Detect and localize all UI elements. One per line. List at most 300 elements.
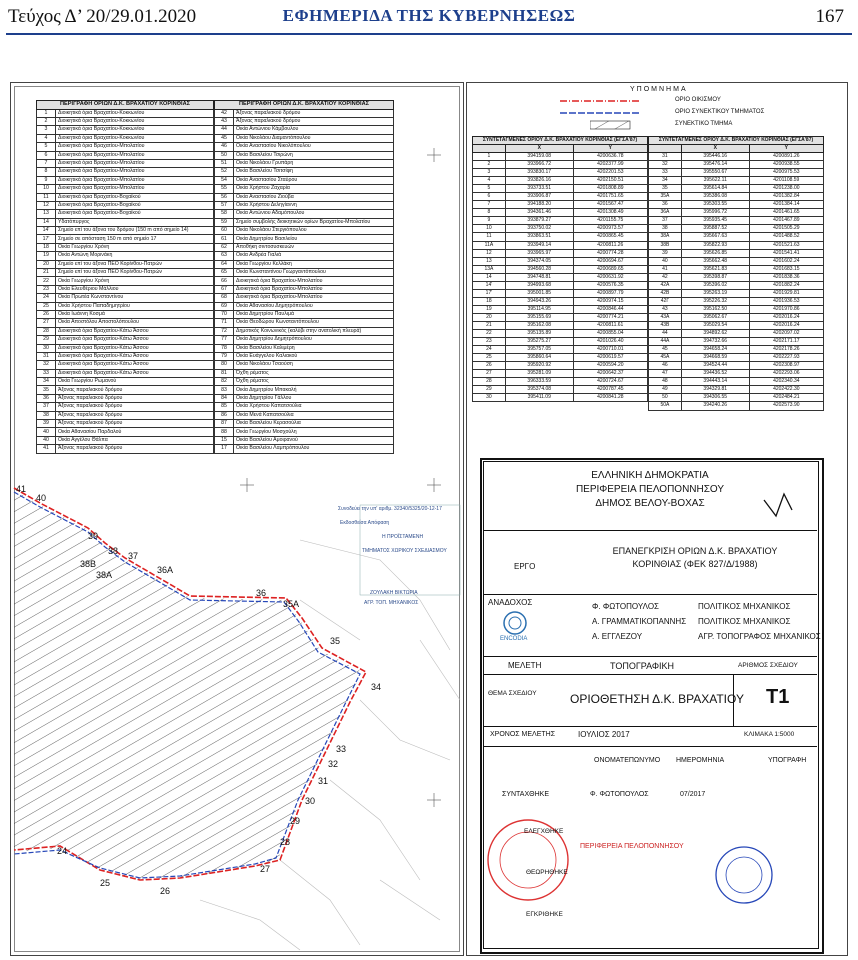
table-row <box>215 109 394 117</box>
table-cell: 395062.67 <box>681 313 749 321</box>
table-cell: 61 <box>215 235 234 243</box>
table-cell: 4201838.36 <box>749 273 823 281</box>
table-row <box>37 210 214 218</box>
table-row <box>473 354 648 362</box>
table-cell: 18 <box>37 243 56 251</box>
table-row <box>37 319 214 327</box>
table-cell: 22 <box>473 330 506 338</box>
table-cell: 27 <box>37 319 56 327</box>
table-cell: Δημοτικός Κοινωνικός (καλύβι στην ανατολική πλευρά) <box>234 327 394 335</box>
table-cell: 4200710.01 <box>573 346 647 354</box>
table-row <box>473 201 648 209</box>
table-cell: 395275.27 <box>505 338 573 346</box>
table-row <box>37 269 214 277</box>
table-cell: 13A <box>473 265 506 273</box>
table-row <box>215 420 394 428</box>
table-row <box>215 294 394 302</box>
table-cell: 4202227.93 <box>749 354 823 362</box>
table-cell: 394524.44 <box>681 362 749 370</box>
table-row <box>215 143 394 151</box>
annotation-line: Εκδοσθείσα Απόφαση <box>340 520 390 526</box>
table-row <box>649 321 824 329</box>
table-row <box>37 185 214 193</box>
table-row <box>215 411 394 419</box>
table-cell: 4200619.57 <box>573 354 647 362</box>
table-cell: 4200631.92 <box>573 273 647 281</box>
table-cell: 1 <box>37 109 56 117</box>
table-row <box>37 126 214 134</box>
table-row <box>649 217 824 225</box>
map-point-label: 36A <box>157 565 174 575</box>
table-cell: 62 <box>215 243 234 251</box>
table-row <box>649 161 824 169</box>
table-cell: Άξονας παραλιακού δρόμου <box>56 394 214 402</box>
table-row <box>215 168 394 176</box>
table-cell: 395476.14 <box>681 161 749 169</box>
table-cell: 40 <box>37 428 56 436</box>
table-row <box>215 319 394 327</box>
table-cell: 4201936.53 <box>749 297 823 305</box>
table-cell: Διοικητικά όρια Βραχατίου-Κάτω Άσσου <box>56 327 214 335</box>
table-cell: 393830.17 <box>505 169 573 177</box>
divider <box>483 726 817 727</box>
table-row <box>37 436 214 444</box>
encodia-logo-icon <box>500 610 530 636</box>
table-row <box>649 402 824 410</box>
table-row <box>37 420 214 428</box>
table-row <box>649 378 824 386</box>
table-cell: Οικία Δημητρίου Παυλιμά <box>234 310 394 318</box>
table-row <box>37 252 214 260</box>
table-cell: Οικία Ελευθέριου Μάλλιου <box>56 285 214 293</box>
table-row <box>649 289 824 297</box>
table-cell: 7 <box>37 159 56 167</box>
table-cell: 4201683.15 <box>749 265 823 273</box>
table-cell: Οικία Βασιλείου Αμοιρανού <box>234 436 394 444</box>
table-row <box>473 169 648 177</box>
table-cell: 51 <box>215 159 234 167</box>
table-cell: 82 <box>215 378 234 386</box>
col-sign-header: ΥΠΟΓΡΑΦΗ <box>768 757 807 764</box>
table-row <box>473 249 648 257</box>
table-row <box>215 201 394 209</box>
table-row <box>215 344 394 352</box>
table-row <box>37 378 214 386</box>
table-cell: 393906.87 <box>505 193 573 201</box>
table-cell: 43A <box>649 313 682 321</box>
table-cell: 7 <box>473 201 506 209</box>
table-row <box>37 336 214 344</box>
org-line-3: ΔΗΜΟΣ ΒΕΛΟΥ-ΒΟΧΑΣ <box>595 498 705 509</box>
table-cell: 4202340.34 <box>749 378 823 386</box>
table-row <box>37 159 214 167</box>
table-cell: Άξονας παραλιακού δρόμου <box>56 445 214 453</box>
table-cell: 86 <box>215 411 234 419</box>
table-row <box>473 370 648 378</box>
table-row <box>37 302 214 310</box>
table-row <box>473 217 648 225</box>
table-row <box>215 302 394 310</box>
table-cell: 10 <box>37 185 56 193</box>
table-cell: 15 <box>215 436 234 444</box>
table-row <box>215 269 394 277</box>
map-point-label: 41 <box>16 484 27 494</box>
table-cell: 394943.26 <box>505 297 573 305</box>
table-cell: 37 <box>649 217 682 225</box>
table-cell: 11A <box>473 241 506 249</box>
table-cell: 5 <box>37 143 56 151</box>
table-row <box>473 241 648 249</box>
table-cell: 46 <box>649 362 682 370</box>
table-cell: Οικία Αναστασίου Νικολόπουλου <box>234 143 394 151</box>
table-row <box>649 362 824 370</box>
table-row <box>37 369 214 377</box>
table-cell: 395887.52 <box>681 225 749 233</box>
table-cell: Διοικητικά όρια Βραχατίου-Μπολατίου <box>56 168 214 176</box>
map-point-label: 35 <box>330 636 341 646</box>
table-cell: 6 <box>37 151 56 159</box>
xronos-value: ΙΟΥΛΙΟΣ 2017 <box>578 730 630 739</box>
table-cell: 394240.26 <box>681 402 749 410</box>
table-cell: 59 <box>215 218 234 226</box>
table-cell: 54 <box>215 176 234 184</box>
map-point-label: 40 <box>36 493 47 503</box>
table-cell: 4200855.04 <box>573 330 647 338</box>
col-y: Y <box>573 145 647 153</box>
table-cell: 393863.51 <box>505 233 573 241</box>
table-cell: 4200891.26 <box>749 153 823 161</box>
scale-value: ΚΛΙΜΑΚΑ 1:5000 <box>744 731 795 738</box>
table-cell: 394361.46 <box>505 209 573 217</box>
table-cell: 395662.48 <box>681 257 749 265</box>
table-row <box>649 257 824 265</box>
table-cell: 20 <box>37 260 56 268</box>
divider <box>483 594 817 595</box>
person-role: ΠΟΛΙΤΙΚΟΣ ΜΗΧΑΝΙΚΟΣ <box>698 602 791 611</box>
table-cell: 39 <box>37 420 56 428</box>
map-point-label: 30 <box>305 796 316 806</box>
table-cell: 394188.20 <box>505 201 573 209</box>
table-cell: 4200897.79 <box>573 289 647 297</box>
map-point-label: 36 <box>256 588 267 598</box>
table-cell: 50A <box>649 402 682 410</box>
person-name: Α. ΓΡΑΜΜΑΤΙΚΟΠΑΝΝΗΣ <box>592 617 687 626</box>
table-cell: 87 <box>215 420 234 428</box>
table-row <box>473 185 648 193</box>
table-row <box>473 265 648 273</box>
table-row <box>215 227 394 235</box>
ergo-line-1: ΕΠΑΝΕΓΚΡΙΣΗ ΟΡΙΩΝ Δ.Κ. ΒΡΑΧΑΤΙΟΥ <box>612 546 778 556</box>
table-cell: Διοικητικά όρια Βραχατίου-Κοκκωνίου <box>56 109 214 117</box>
table-cell: 4201467.89 <box>749 217 823 225</box>
table-cell: 395860.64 <box>505 354 573 362</box>
table-cell: 4202097.02 <box>749 330 823 338</box>
map-point-label: 35A <box>283 599 300 609</box>
table-cell: 24 <box>473 346 506 354</box>
table-cell: 19 <box>37 252 56 260</box>
table-cell: Οικία Βασιλείου Λαμπρόπουλου <box>234 445 394 453</box>
table-row <box>649 193 824 201</box>
table-cell: Οικία Γεωργίου Χρόνη <box>56 243 214 251</box>
table-cell: 395396.02 <box>681 281 749 289</box>
table-cell: 4201308.49 <box>573 209 647 217</box>
table-cell: 4201382.84 <box>749 193 823 201</box>
issue-label: Τεύχος Δ’ 20/29.01.2020 <box>8 6 197 27</box>
table-row <box>473 273 648 281</box>
table-cell: 5 <box>473 185 506 193</box>
table-cell: Οικία Ιωάννη Κοσμά <box>56 310 214 318</box>
table-cell: Διοικητικά όρια Βραχατίου-Κοκκωνίου <box>56 126 214 134</box>
table-cell: 395114.95 <box>505 305 573 313</box>
table-row <box>215 310 394 318</box>
table-cell: 394374.05 <box>505 257 573 265</box>
table-cell: 395446.16 <box>681 153 749 161</box>
table-cell: Όχθη ρέματος <box>234 378 394 386</box>
table-row <box>215 378 394 386</box>
table-cell: 28 <box>473 378 506 386</box>
thema-label: ΘΕΜΑ ΣΧΕΔΙΟΥ <box>488 690 537 697</box>
table-row <box>215 260 394 268</box>
table-cell: 395374.08 <box>505 386 573 394</box>
table-cell: 23 <box>37 285 56 293</box>
table-cell: 395622.11 <box>681 177 749 185</box>
table-cell: 1 <box>473 153 506 161</box>
table-cell: 60 <box>215 227 234 235</box>
table-cell: Σημείο επί του άξονα ΠΕΟ Κορίνθου-Πατρών <box>56 260 214 268</box>
table-cell: 4201751.65 <box>573 193 647 201</box>
table-cell: 44 <box>215 126 234 134</box>
table-cell: 4200642.37 <box>573 370 647 378</box>
boundary-table-left <box>36 100 214 454</box>
table-cell: 2 <box>473 161 506 169</box>
table-cell: 57 <box>215 201 234 209</box>
map-point-label: 34 <box>371 682 382 692</box>
table-cell: 32 <box>649 161 682 169</box>
table-row <box>37 411 214 419</box>
table-cell: 4200774.28 <box>573 249 647 257</box>
table-cell: 4200636.78 <box>573 153 647 161</box>
table-cell: 393733.51 <box>505 185 573 193</box>
table-cell: Άξονας παραλιακού δρόμου <box>56 403 214 411</box>
stamp-text: ΠΕΡΙΦΕΡΕΙΑ ΠΕΛΟΠΟΝΝΗΣΟΥ <box>580 843 684 850</box>
table-cell: Διοικητικά όρια Βραχατίου-Βοχαϊκού <box>56 210 214 218</box>
ergo-label: ΕΡΓΟ <box>514 562 536 571</box>
table-cell: Διοικητικά όρια Βραχατίου-Κάτω Άσσου <box>56 369 214 377</box>
table-cell: 40 <box>649 257 682 265</box>
egkr-label: ΕΓΚΡΙΘΗΚΕ <box>526 911 563 918</box>
elegx-label: ΕΛΕΓΧΘΗΚΕ <box>524 828 564 835</box>
table-cell: Οικία Χρήστου Ζαχαρία <box>234 185 394 193</box>
table-cell: 52 <box>215 168 234 176</box>
table-cell: 4 <box>473 177 506 185</box>
table-title: ΠΕΡΙΓΡΑΦΗ ΟΡΙΩΝ Δ.Κ. ΒΡΑΧΑΤΙΟΥ ΚΟΡΙΝΘΙΑΣ <box>37 101 214 110</box>
table-row <box>649 249 824 257</box>
coords-table-right <box>648 136 824 411</box>
table-cell: Οικία Αναστασίου Ζιούβα <box>234 193 394 201</box>
table-cell: 394329.81 <box>681 386 749 394</box>
table-cell: 4200774.21 <box>573 313 647 321</box>
table-cell: 394306.55 <box>681 394 749 402</box>
table-cell: 4200938.55 <box>749 161 823 169</box>
table-cell: 395920.92 <box>505 362 573 370</box>
table-cell: 395135.89 <box>505 330 573 338</box>
table-row <box>649 354 824 362</box>
table-cell: Οικία Αποστόλου Αποστολόπουλου <box>56 319 214 327</box>
legend-item <box>560 108 820 118</box>
table-cell: 394892.62 <box>681 330 749 338</box>
table-cell: 45A <box>649 354 682 362</box>
map-point-label: 24 <box>57 846 68 856</box>
table-cell: Σημείο συμβολής διοικητικών ορίων Βραχατίου-Μπολατίου <box>234 218 394 226</box>
table-cell: 395757.05 <box>505 346 573 354</box>
table-row <box>215 436 394 444</box>
table-row <box>649 185 824 193</box>
table-cell: 14' <box>37 227 56 235</box>
table-cell: 47 <box>649 370 682 378</box>
table-cell: Οικία Βασιλείου Καλιμέρη <box>234 344 394 352</box>
map-point-label: 38A <box>96 570 113 580</box>
table-row <box>37 394 214 402</box>
anadoxos-label: ΑΝΑΔΟΧΟΣ <box>488 598 533 607</box>
table-row <box>37 193 214 201</box>
table-cell: 4202178.26 <box>749 346 823 354</box>
table-cell: 395001.85 <box>505 289 573 297</box>
theor-label: ΘΕΩΡΗΘΗΚΕ <box>526 869 568 876</box>
table-cell: Οικία Αθανασίου Δημητρόπουλου <box>234 302 394 310</box>
coords-table-left <box>472 136 648 402</box>
table-row <box>649 338 824 346</box>
table-cell: Οικία Γεωργίου Κελλάκη <box>234 260 394 268</box>
table-cell: 4200841.28 <box>573 394 647 402</box>
table-cell: Διοικητικά όρια Βραχατίου-Μπολατίου <box>234 285 394 293</box>
table-cell: Οικία Δημητρίου Μπακαλή <box>234 386 394 394</box>
table-cell: 45 <box>649 346 682 354</box>
table-row <box>649 209 824 217</box>
table-cell: Οικία Νικολάου Τσαούση <box>234 361 394 369</box>
table-row <box>215 218 394 226</box>
table-cell: 4202484.21 <box>749 394 823 402</box>
person-role: ΑΓΡ. ΤΟΠΟΓΡΑΦΟΣ ΜΗΧΑΝΙΚΟΣ <box>698 632 821 641</box>
table-row <box>649 265 824 273</box>
table-cell: 394732.66 <box>681 338 749 346</box>
table-cell: 20 <box>473 313 506 321</box>
table-cell: Οικία Γεωργίου Μοσχούλη <box>234 428 394 436</box>
legend-item <box>560 120 820 130</box>
table-cell: 4200811.61 <box>573 321 647 329</box>
settlement-area <box>14 490 362 880</box>
table-cell: 14 <box>37 218 56 226</box>
table-row <box>37 201 214 209</box>
table-row <box>215 285 394 293</box>
table-row <box>215 428 394 436</box>
table-cell: 71 <box>215 319 234 327</box>
legend-label: ΣΥΝΕΚΤΙΚΟ ΤΜΗΜΑ <box>675 121 733 127</box>
table-cell: 34 <box>649 177 682 185</box>
table-row <box>37 143 214 151</box>
table-cell: 4201567.47 <box>573 201 647 209</box>
table-row <box>215 277 394 285</box>
table-cell: 48 <box>649 378 682 386</box>
table-cell: Αποθήκη σιντοσυσκευών <box>234 243 394 251</box>
table-cell: Οικία Νικολάου Διαμαντόπουλου <box>234 134 394 142</box>
table-row <box>473 394 648 402</box>
table-cell: 4201155.75 <box>573 217 647 225</box>
table-cell: Διοικητικά όρια Βραχατίου-Κάτω Άσσου <box>56 361 214 369</box>
col-name-header: ΟΝΟΜΑΤΕΠΩΝΥΜΟ <box>594 757 661 764</box>
table-cell: 26 <box>37 310 56 318</box>
table-cell: 394748.81 <box>505 273 573 281</box>
table-cell: Οικία Κωνσταντίνου Γεωργαντόπουλου <box>234 269 394 277</box>
table-row <box>37 386 214 394</box>
table-cell: 4201384.14 <box>749 201 823 209</box>
divider <box>483 674 817 675</box>
table-cell: 4202016.24 <box>749 321 823 329</box>
table-cell: 4200724.67 <box>573 378 647 386</box>
meleti-label: ΜΕΛΕΤΗ <box>508 661 542 670</box>
table-cell: Οικία Αντώνη Μορινάκη <box>56 252 214 260</box>
table-cell: 4202171.17 <box>749 338 823 346</box>
table-row <box>37 109 214 117</box>
table-cell: 36 <box>37 394 56 402</box>
table-cell: 21 <box>473 321 506 329</box>
table-cell: Οικία Μενά Καπατσούλια <box>234 411 394 419</box>
org-line-2: ΠΕΡΙΦΕΡΕΙΑ ΠΕΛΟΠΟΝΝΗΣΟΥ <box>575 484 725 495</box>
sheet-number-label: ΑΡΙΘΜΟΣ ΣΧΕΔΙΟΥ <box>738 662 798 669</box>
table-cell: 4202150.51 <box>573 177 647 185</box>
table-cell: 395411.09 <box>505 394 573 402</box>
table-cell: 79 <box>215 352 234 360</box>
table-cell: 39 <box>649 249 682 257</box>
table-row <box>473 289 648 297</box>
table-cell: 3 <box>37 126 56 134</box>
table-cell: Διοικητικά όρια Βραχατίου-Κάτω Άσσου <box>56 352 214 360</box>
table-row <box>37 361 214 369</box>
table-row <box>473 177 648 185</box>
map-point-label: 37 <box>128 551 139 561</box>
table-row <box>215 176 394 184</box>
table-cell: 17' <box>37 235 56 243</box>
table-cell: 72 <box>215 327 234 335</box>
table-row <box>37 285 214 293</box>
table-cell: Διοικητικά όρια Βραχατίου-Μπολατίου <box>56 143 214 151</box>
table-row <box>215 185 394 193</box>
journal-title: ΕΦΗΜΕΡΙΔΑ ΤΗΣ ΚΥΒΕΡΝΗΣΕΩΣ <box>282 6 576 25</box>
table-cell: 50 <box>215 151 234 159</box>
table-row <box>649 394 824 402</box>
table-cell: 6 <box>473 193 506 201</box>
table-cell: 393879.27 <box>505 217 573 225</box>
annotation-line: ΖΟΥΛΑΚΗ ΒΙΚΤΩΡΙΑ <box>370 590 418 596</box>
table-cell: 394560.28 <box>505 265 573 273</box>
table-row <box>215 336 394 344</box>
table-row <box>649 313 824 321</box>
table-cell: Οικία Χρήστου Παπαδημητρίου <box>56 302 214 310</box>
map-point-label: 38 <box>108 546 119 556</box>
table-cell: 4202293.06 <box>749 370 823 378</box>
table-cell: 4200846.44 <box>573 305 647 313</box>
table-cell: 41 <box>37 445 56 453</box>
table-cell: 78 <box>215 344 234 352</box>
table-row <box>649 346 824 354</box>
table-cell: Διοικητικά όρια Βραχατίου-Κάτω Άσσου <box>56 336 214 344</box>
table-cell: 38 <box>649 225 682 233</box>
table-cell: Διοικητικά όρια Βραχατίου-Μπολατίου <box>56 159 214 167</box>
table-cell: Άξονας παραλιακού δρόμου <box>56 386 214 394</box>
table-row <box>473 338 648 346</box>
table-row <box>215 361 394 369</box>
table-cell: 4201929.81 <box>749 289 823 297</box>
table-cell: Οικία Αντώνιου Κάμβουλου <box>234 126 394 134</box>
